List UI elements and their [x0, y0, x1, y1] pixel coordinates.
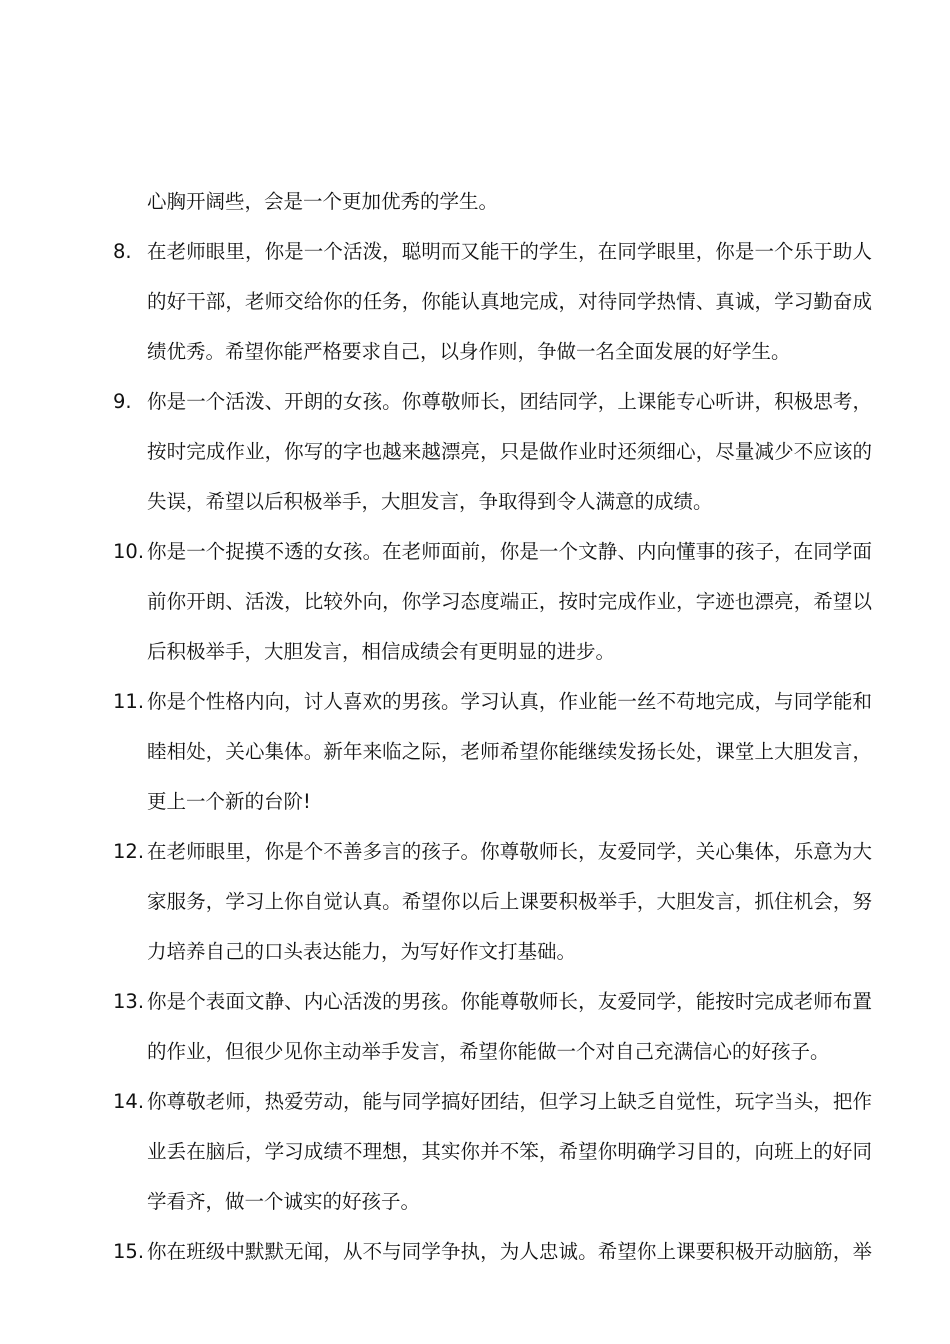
item-text-line: 在老师眼里，你是一个活泼，聪明而又能干的学生，在同学眼里，你是一个乐于助人 — [147, 240, 872, 263]
continuation-line: 心胸开阔些，会是一个更加优秀的学生。 — [147, 190, 499, 213]
item-number: 9. — [113, 390, 132, 413]
item-text-line: 的作业，但很少见你主动举手发言，希望你能做一个对自己充满信心的好孩子。 — [147, 1040, 830, 1063]
item-number: 11. — [113, 690, 145, 713]
item-text-line: 后积极举手，大胆发言，相信成绩会有更明显的进步。 — [147, 640, 616, 663]
item-text-line: 你是一个捉摸不透的女孩。在老师面前，你是一个文静、内向懂事的孩子，在同学面 — [147, 540, 872, 563]
item-number: 13. — [113, 990, 145, 1013]
item-text-line: 力培养自己的口头表达能力，为写好作文打基础。 — [147, 940, 577, 963]
item-text-line: 睦相处，关心集体。新年来临之际，老师希望你能继续发扬长处，课堂上大胆发言， — [147, 740, 872, 763]
item-text-line: 在老师眼里，你是个不善多言的孩子。你尊敬师长，友爱同学，关心集体，乐意为大 — [147, 840, 872, 863]
item-text-line: 你是一个活泼、开朗的女孩。你尊敬师长，团结同学，上课能专心听讲，积极思考， — [147, 390, 872, 413]
item-text-line: 家服务，学习上你自觉认真。希望你以后上课要积极举手，大胆发言，抓住机会，努 — [147, 890, 872, 913]
item-text-line: 你是个表面文静、内心活泼的男孩。你能尊敬师长，友爱同学，能按时完成老师布置 — [147, 990, 872, 1013]
item-number: 12. — [113, 840, 145, 863]
item-text-line: 的好干部，老师交给你的任务，你能认真地完成，对待同学热情、真诚，学习勤奋成 — [147, 290, 872, 313]
item-number: 14. — [113, 1090, 145, 1113]
item-text-line: 前你开朗、活泼，比较外向，你学习态度端正，按时完成作业，字迹也漂亮，希望以 — [147, 590, 872, 613]
item-text-line: 更上一个新的台阶! — [147, 790, 311, 813]
item-text-line: 你是个性格内向，讨人喜欢的男孩。学习认真，作业能一丝不苟地完成，与同学能和 — [147, 690, 872, 713]
item-text-line: 学看齐，做一个诚实的好孩子。 — [147, 1190, 421, 1213]
item-number: 10. — [113, 540, 145, 563]
item-text-line: 失误，希望以后积极举手，大胆发言，争取得到令人满意的成绩。 — [147, 490, 713, 513]
item-text-line: 你尊敬老师，热爱劳动，能与同学搞好团结，但学习上缺乏自觉性，玩字当头，把作 — [147, 1090, 872, 1113]
item-text-line: 绩优秀。希望你能严格要求自己，以身作则，争做一名全面发展的好学生。 — [147, 340, 791, 363]
item-text-line: 你在班级中默默无闻，从不与同学争执，为人忠诚。希望你上课要积极开动脑筋，举 — [147, 1240, 872, 1263]
item-text-line: 按时完成作业，你写的字也越来越漂亮，只是做作业时还须细心，尽量减少不应该的 — [147, 440, 872, 463]
item-text-line: 业丢在脑后，学习成绩不理想，其实你并不笨，希望你明确学习目的，向班上的好同 — [147, 1140, 872, 1163]
item-number: 8. — [113, 240, 132, 263]
item-number: 15. — [113, 1240, 145, 1263]
